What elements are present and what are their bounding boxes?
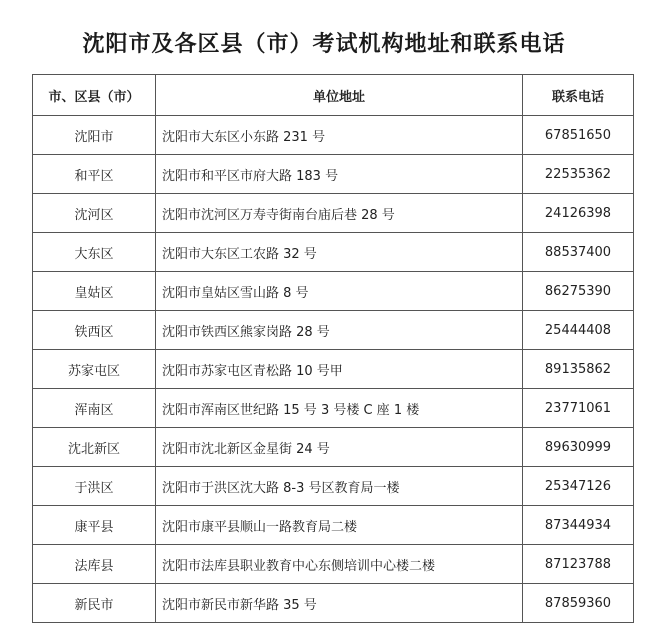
phone-cell: 86275390 [523, 272, 634, 311]
table-row [33, 467, 634, 506]
district-cell: 法库县 [33, 545, 156, 584]
phone-cell: 87344934 [523, 506, 634, 545]
district-cell: 大东区 [33, 233, 156, 272]
table-row [33, 428, 634, 467]
address-cell: 沈阳市苏家屯区青松路 10 号甲 [156, 350, 523, 389]
phone-cell: 22535362 [523, 155, 634, 194]
address-cell: 沈阳市沈北新区金星街 24 号 [156, 428, 523, 467]
address-cell: 沈阳市于洪区沈大路 8-3 号区教育局一楼 [156, 467, 523, 506]
table-row [33, 272, 634, 311]
table-header-row [33, 75, 634, 116]
address-cell: 沈阳市铁西区熊家岗路 28 号 [156, 311, 523, 350]
table-row [33, 116, 634, 155]
address-cell: 沈阳市沈河区万寿寺街南台庙后巷 28 号 [156, 194, 523, 233]
address-table [32, 74, 634, 623]
address-cell: 沈阳市大东区工农路 32 号 [156, 233, 523, 272]
address-cell: 沈阳市康平县顺山一路教育局二楼 [156, 506, 523, 545]
phone-cell: 23771061 [523, 389, 634, 428]
table-row [33, 311, 634, 350]
table-row [33, 389, 634, 428]
table-row [33, 233, 634, 272]
table-row [33, 155, 634, 194]
address-cell: 沈阳市法库县职业教育中心东侧培训中心楼二楼 [156, 545, 523, 584]
address-cell: 沈阳市和平区市府大路 183 号 [156, 155, 523, 194]
header-phone: 联系电话 [523, 75, 634, 116]
phone-cell: 87123788 [523, 545, 634, 584]
district-cell: 康平县 [33, 506, 156, 545]
header-district: 市、区县（市） [33, 75, 156, 116]
district-cell: 沈北新区 [33, 428, 156, 467]
table-row [33, 194, 634, 233]
district-cell: 浑南区 [33, 389, 156, 428]
phone-cell: 25444408 [523, 311, 634, 350]
district-cell: 皇姑区 [33, 272, 156, 311]
phone-cell: 25347126 [523, 467, 634, 506]
table-row [33, 506, 634, 545]
district-cell: 新民市 [33, 584, 156, 623]
district-cell: 于洪区 [33, 467, 156, 506]
table-row [33, 584, 634, 623]
phone-cell: 87859360 [523, 584, 634, 623]
district-cell: 苏家屯区 [33, 350, 156, 389]
phone-cell: 89630999 [523, 428, 634, 467]
address-cell: 沈阳市大东区小东路 231 号 [156, 116, 523, 155]
district-cell: 和平区 [33, 155, 156, 194]
phone-cell: 89135862 [523, 350, 634, 389]
phone-cell: 24126398 [523, 194, 634, 233]
address-cell: 沈阳市新民市新华路 35 号 [156, 584, 523, 623]
table-row [33, 545, 634, 584]
page-title: 沈阳市及各区县（市）考试机构地址和联系电话 [82, 32, 566, 57]
phone-cell: 67851650 [523, 116, 634, 155]
district-cell: 沈阳市 [33, 116, 156, 155]
table-row [33, 350, 634, 389]
address-cell: 沈阳市浑南区世纪路 15 号 3 号楼 C 座 1 楼 [156, 389, 523, 428]
phone-cell: 88537400 [523, 233, 634, 272]
district-cell: 沈河区 [33, 194, 156, 233]
header-address: 单位地址 [156, 75, 523, 116]
district-cell: 铁西区 [33, 311, 156, 350]
address-cell: 沈阳市皇姑区雪山路 8 号 [156, 272, 523, 311]
